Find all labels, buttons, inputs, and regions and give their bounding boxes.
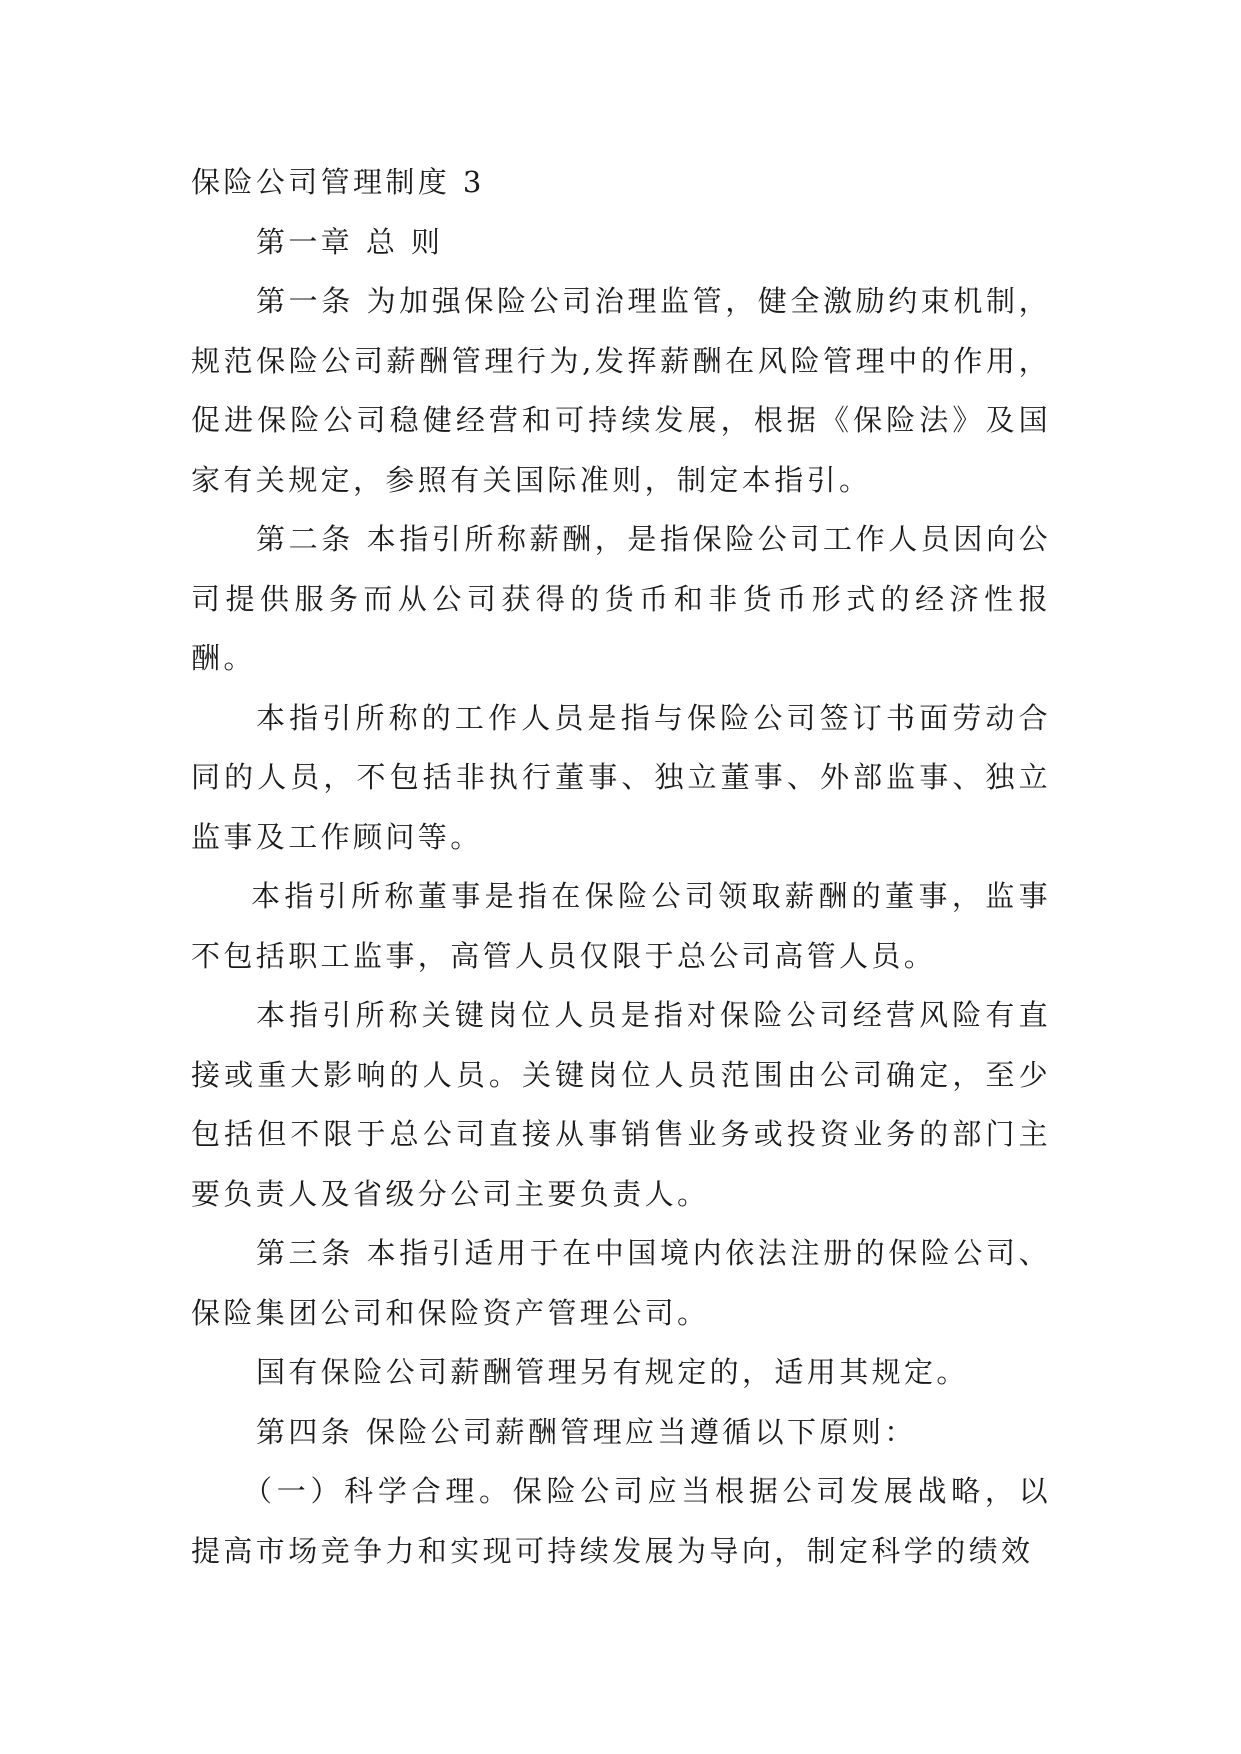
paragraph-key-position-definition: 本指引所称关键岗位人员是指对保险公司经营风险有直接或重大影响的人员。关键岗位人员范围由公司确定，至少包括但不限于总公司直接从事销售业务或投资业务的部门主要负责人及省级分公司主要负责人。 — [191, 998, 1051, 1211]
paragraph-principle-1: （一）科学合理。保险公司应当根据公司发展战略，以提高市场竞争力和实现可持续发展为导向，制定科学的绩效 — [191, 1474, 1051, 1568]
paragraph-article-2: 第二条 本指引所称薪酬，是指保险公司工作人员因向公司提供服务而从公司获得的货币和非货币形式的经济性报酬。 — [191, 522, 1051, 675]
chapter-heading: 第一章 总 则 — [256, 224, 444, 259]
paragraph-article-4: 第四条 保险公司薪酬管理应当遵循以下原则： — [256, 1414, 917, 1449]
document-title: 保险公司管理制度 3 — [191, 165, 485, 199]
document-body — [191, 153, 1051, 1581]
paragraph-state-owned-note: 国有保险公司薪酬管理另有规定的，适用其规定。 — [256, 1355, 969, 1389]
paragraph-article-3: 第三条 本指引适用于在中国境内依法注册的保险公司、保险集团公司和保险资产管理公司。 — [191, 1236, 1051, 1330]
paragraph-director-definition: 本指引所称董事是指在保险公司领取薪酬的董事，监事不包括职工监事，高管人员仅限于总公司高管人员。 — [191, 879, 1051, 973]
paragraph-staff-definition: 本指引所称的工作人员是指与保险公司签订书面劳动合同的人员，不包括非执行董事、独立董事、外部监事、独立监事及工作顾问等。 — [191, 700, 1051, 854]
paragraph-article-1: 第一条 为加强保险公司治理监管，健全激励约束机制，规范保险公司薪酬管理行为,发挥薪酬在风险管理中的作用，促进保险公司稳健经营和可持续发展，根据《保险法》及国家有关规定，参照有关国际准则，制定本指引。 — [191, 284, 1051, 497]
